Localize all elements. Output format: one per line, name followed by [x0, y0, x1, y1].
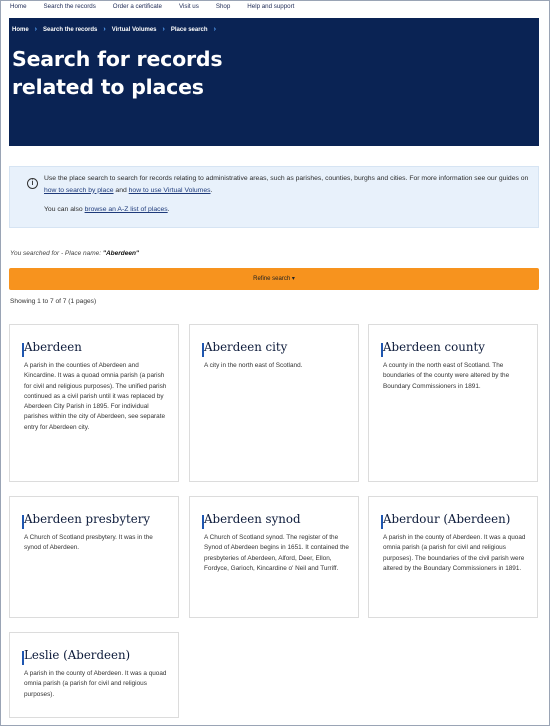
result-card[interactable]: [368, 496, 538, 618]
search-query: "Aberdeen": [102, 250, 140, 257]
result-card[interactable]: [368, 324, 538, 482]
page-title: [12, 45, 312, 101]
result-description: A Church of Scotland presbytery. It was in the synod of Aberdeen.: [24, 534, 153, 552]
result-description: A county in the north east of Scotland. The boundaries of the county were altered by the Boundary Commissioners in 1891.: [383, 362, 510, 390]
chevron-right-icon: ›: [213, 26, 216, 33]
result-card[interactable]: [9, 324, 179, 482]
results-count: Showing 1 to 7 of 7 (1 pages): [10, 298, 97, 305]
info-panel: [9, 166, 539, 228]
nav-home[interactable]: Home: [10, 3, 27, 10]
info-browse-period: .: [167, 206, 170, 213]
result-description: A parish in the county of Aberdeen. It was a quoad omnia parish (a parish for civil and religious purposes). The boundaries of the civil parish were altered by the Boundary Commissioners in 1891.: [383, 534, 526, 572]
result-description: A parish in the county of Aberdeen. It was a quoad omnia parish (a parish for civil and religious purposes).: [24, 670, 167, 698]
result-card[interactable]: [9, 496, 179, 618]
top-navigation: [0, 0, 548, 14]
nav-order-certificate[interactable]: Order a certificate: [112, 3, 162, 10]
info-browse-prefix: You can also: [44, 206, 85, 213]
nav-shop[interactable]: Shop: [215, 3, 231, 10]
chevron-right-icon: ›: [103, 26, 106, 33]
result-title[interactable]: Aberdeen county: [383, 340, 485, 354]
info-text-body: Use the place search to search for records relating to administrative areas, such as parishes, counties, burghs and cities. For more information see our guides on: [44, 175, 529, 182]
result-description: A Church of Scotland synod. The register of the Synod of Aberdeen begins in 1651. It contained the presbyteries of Aberdeen, Alford, Deer, Ellon, Fordyce, Garioch, Kincardine o' Neil and Turriff.: [204, 534, 349, 572]
info-text-browse: [44, 206, 170, 213]
link-browse-a-z[interactable]: browse an A-Z list of places: [84, 206, 168, 213]
refine-search-button[interactable]: Refine search ▾: [9, 268, 539, 290]
result-title[interactable]: Aberdour (Aberdeen): [383, 512, 511, 526]
nav-help-support[interactable]: Help and support: [247, 3, 295, 10]
info-icon: i: [27, 178, 38, 189]
breadcrumb-home[interactable]: Home: [12, 26, 29, 33]
search-summary: [10, 250, 139, 257]
result-title[interactable]: Leslie (Aberdeen): [24, 648, 131, 662]
result-card[interactable]: [189, 496, 359, 618]
result-card[interactable]: [189, 324, 359, 482]
info-text-and: and: [113, 186, 129, 194]
nav-search-records[interactable]: Search the records: [43, 3, 96, 10]
info-text: [44, 173, 534, 196]
info-text-period: .: [210, 186, 213, 194]
page-title-line-2: related to places: [12, 75, 204, 99]
nav-visit-us[interactable]: Visit us: [178, 3, 199, 10]
result-title[interactable]: Aberdeen city: [204, 340, 288, 354]
chevron-right-icon: ›: [162, 26, 165, 33]
result-card[interactable]: [9, 632, 179, 718]
link-search-by-place[interactable]: how to search by place: [44, 186, 114, 194]
breadcrumb-search-records[interactable]: Search the records: [43, 26, 98, 33]
result-title[interactable]: Aberdeen: [24, 340, 82, 354]
chevron-right-icon: ›: [34, 26, 38, 33]
breadcrumb-place-search[interactable]: Place search: [170, 26, 208, 33]
breadcrumb-virtual-volumes[interactable]: Virtual Volumes: [111, 26, 157, 33]
page-title-line-1: Search for records: [12, 47, 223, 71]
result-title[interactable]: Aberdeen synod: [204, 512, 301, 526]
search-summary-prefix: You searched for - Place name:: [10, 250, 103, 257]
result-description: A city in the north east of Scotland.: [204, 362, 303, 369]
breadcrumb: [12, 26, 222, 33]
link-virtual-volumes[interactable]: how to use Virtual Volumes: [128, 186, 211, 194]
result-title[interactable]: Aberdeen presbytery: [24, 512, 151, 526]
result-description: A parish in the counties of Aberdeen and Kincardine. It was a quoad omnia parish (a parish for civil and religious purposes). The unified parish continued as a civil parish until it was replaced by Aberdeen City Parish in 1895. For individual parishes within the city of Aberdeen, see separate entry for Aberdeen city.: [24, 362, 167, 431]
